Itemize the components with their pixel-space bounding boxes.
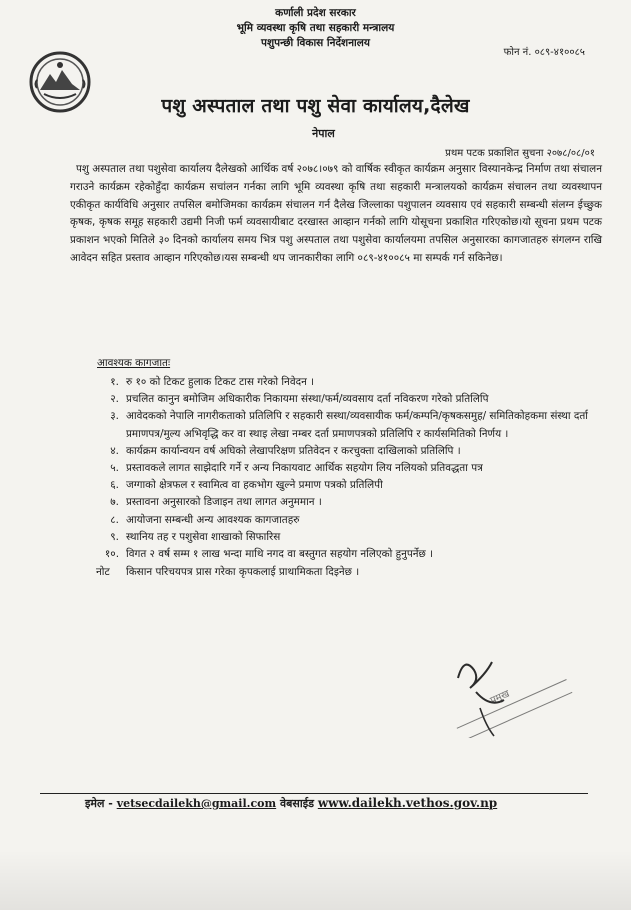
website-label: वेबसाईड: [280, 797, 314, 810]
requirements-list: [96, 374, 606, 581]
country-name: नेपाल: [312, 127, 335, 140]
office-title: पशु अस्पताल तथा पशु सेवा कार्यालय,दैलेख: [161, 95, 470, 117]
list-item: [96, 529, 606, 546]
note-line: [96, 564, 606, 581]
stamp-text: प्रमुख: [488, 688, 512, 707]
item-text: आवेदकको नेपालि नागरीकताको प्रतिलिपि र सहकारी सस्था/व्यवसायीक फर्म/कम्पनि/कृषकसमुह/ समितिकोहकमा संस्था दर्ता प्रमाणपत्र/मुल्य अभिवृद्धि कर वा स्थाइ लेखा नम्बर दर्ता प्रमाणपत्रको प्रतिलिपि र कार्यसमितिको निर्णय ।: [126, 410, 588, 440]
item-number: २.: [110, 393, 119, 406]
item-text: विगत २ वर्ष सम्म १ लाख भन्दा माथि नगद वा बस्तुगत सहयोग नलिएको हुनुपर्नेछ ।: [126, 548, 434, 561]
item-number: १०.: [104, 548, 119, 561]
item-number: ४.: [110, 444, 119, 457]
paper-shadow: [0, 850, 631, 910]
list-item: [96, 477, 606, 494]
email-link[interactable]: vetsecdailekh@gmail.com: [116, 797, 277, 810]
email-label: इमेल -: [85, 797, 113, 810]
item-number: ७.: [110, 496, 119, 509]
item-text: आयोजना सम्बन्धी अन्य आवश्यक कागजातहरु: [126, 513, 300, 526]
item-number: ८.: [110, 513, 119, 526]
notice-publication-line: प्रथम पटक प्रकाशित सुचना २०७८/०८/०१: [445, 148, 595, 159]
item-text: प्रस्तावना अनुसारको डिजाइन तथा लागत अनुममान ।: [126, 496, 322, 509]
list-item: [96, 546, 606, 563]
footer-contact: [85, 796, 497, 811]
item-number: ५.: [110, 462, 119, 475]
item-text: स्थानिय तह र पशुसेवा शाखाको सिफारिस: [126, 530, 281, 543]
footer-divider: [40, 793, 588, 794]
list-item: [96, 374, 606, 391]
requirements-heading: आवश्यक कागजातः: [97, 357, 171, 369]
item-number: ६.: [110, 479, 119, 492]
list-item: [96, 460, 606, 477]
list-item: [96, 391, 606, 408]
list-item: [96, 512, 606, 529]
signature-stamp: [430, 648, 580, 738]
government-name: कर्णाली प्रदेश सरकार: [275, 7, 356, 19]
item-number: १.: [110, 376, 119, 388]
list-item: [96, 443, 606, 460]
website-link[interactable]: www.dailekh.vethos.gov.np: [317, 796, 498, 810]
list-item: [96, 408, 606, 442]
ministry-name: भूमि व्यवस्था कृषि तथा सहकारी मन्त्रालय: [236, 22, 395, 34]
department-name: पशुपन्छी विकास निर्देशनालय: [261, 37, 370, 49]
item-text: प्रस्तावकले लागत साझेदारि गर्ने र अन्य निकायवाट आर्थिक सहयोग लिय नलियको प्रतिवद्धता पत्र: [126, 462, 483, 475]
item-text: प्रचलित कानुन बमोजिम अधिकारीक निकायमा संस्था/फर्म/व्यवसाय दर्ता नविकरण गरेको प्रतिलिपि: [126, 393, 489, 406]
item-text: कार्यक्रम कार्यान्वयन वर्ष अघिको लेखापरिक्षण प्रतिवेदन र करचुक्ता दाखिलाको प्रतिलिपि ।: [126, 444, 461, 457]
list-item: [96, 494, 606, 511]
body-paragraph: पशु अस्पताल तथा पशुसेवा कार्यालय दैलेखको आर्थिक वर्ष २०७८।०७९ को वार्षिक स्वीकृत कार्यक्रम अनुसार विस्यानकेन्द्र निर्माण तथा संचालन गराउने कार्यक्रम रहेकोहुँदा कार्यक्रम सचांलन गर्नका लागि भूमि व्यवस्था कृषि तथा सहकारी मन्त्रालयको कार्यक्रम संचालन तथा व्यवस्थापन एकीकृत कार्यविधि अनुसार तपसिल बमोजिमका कार्यक्रम संचालन गर्न दैलेख जिल्लाका पशुपालन व्यवसाय एवं सहकारी सम्बन्धी संलग्न ईच्छुक कृषक, कृषक समूह सहकारी उद्यमी निजी फर्म व्यवसायीबाट दरखास्त आव्हान गर्नको लागि योसूचना प्रकाशित गरिएकोछ।यो सूचना प्रथम पटक प्रकाशन भएको मितिले ३० दिनको कार्यालय समय भित्र पशु अस्पताल तथा पशुसेवा कार्यालयमा तपसिल अनुसारका कागजातहरु संगलग्न राखि आवेदन सहित प्रस्ताव आव्हान गरिएकोछ।यस सम्बन्धी थप जानकारीका लागि ०८९-४१००८५ मा सम्पर्क गर्न सकिनेछ।: [70, 163, 602, 264]
phone-number: फोन नं. ०८९-४१००८५: [503, 47, 585, 58]
note-label: नोट: [96, 566, 110, 579]
note-text: किसान परिचयपत्र प्रास गरेका कृपकलाई प्राथामिकता दिइनेछ ।: [126, 566, 360, 579]
item-number: ३.: [110, 410, 119, 423]
item-number: ९.: [110, 530, 119, 543]
item-text: जग्गाको क्षेत्रफल र स्वामित्व वा हकभोग खुल्ने प्रमाण पत्रको प्रतिलिपी: [126, 479, 383, 492]
item-text: रु १० को टिकट हुलाक टिकट टास गरेको निवेदन ।: [126, 376, 315, 388]
